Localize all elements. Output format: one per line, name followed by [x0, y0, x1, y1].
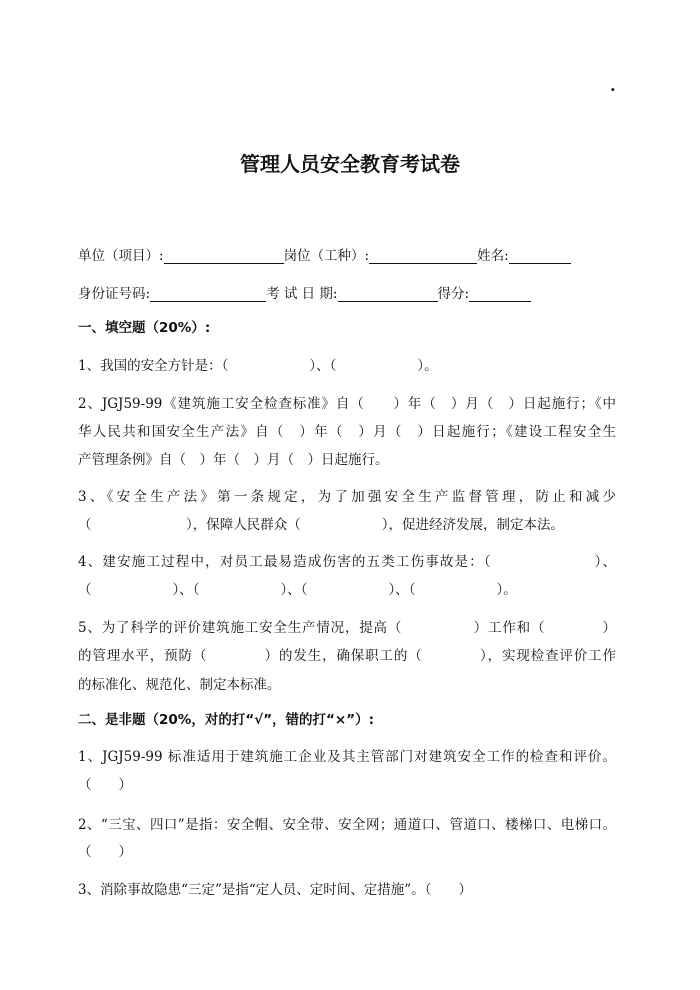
- tf-q3: 3、消除事故隐患“三定”是指“定人员、定时间、定措施”。（ ）: [78, 882, 472, 898]
- fill-q2-line1: 2、JGJ59-99《建筑施工安全检查标准》自（ ）年（ ）月（ ）日起施行；《中: [78, 396, 616, 412]
- unit-label: 单位（项目）:: [78, 248, 164, 264]
- section1-heading: 一、填空题（20%）:: [78, 320, 211, 336]
- section2-heading: 二、是非题（20%，对的打“√”，错的打“×”）:: [78, 712, 375, 728]
- tf-q2-answer[interactable]: （ ）: [78, 844, 132, 860]
- fill-q2-line2: 华人民共和国安全生产法》自（ ）年（ ）月（ ）日起施行；《建设工程安全生: [78, 424, 616, 440]
- fill-q3-line1: 3、《安全生产法》第一条规定，为了加强安全生产监督管理，防止和减少: [78, 489, 616, 505]
- score-label: 得分:: [437, 286, 470, 302]
- fill-q5-line1: 5、为了科学的评价建筑施工安全生产情况，提高（ ）工作和（ ）: [78, 620, 616, 636]
- date-field[interactable]: [338, 285, 438, 302]
- header-mark: ·: [610, 80, 616, 99]
- name-label: 姓名:: [477, 248, 509, 264]
- id-field[interactable]: [150, 285, 266, 302]
- fill-q5-line3: 的标准化、规范化、制定本标准。: [78, 677, 281, 693]
- score-field[interactable]: [469, 285, 531, 302]
- fill-q4-line1: 4、建安施工过程中，对员工最易造成伤害的五类工伤事故是：（ ）、: [78, 554, 616, 570]
- fill-q2-line3: 产管理条例》自（ ）年（ ）月（ ）日起施行。: [78, 452, 389, 468]
- tf-q2-line1: 2、“三宝、四口”是指：安全帽、安全带、安全网；通道口、管道口、楼梯口、电梯口。: [78, 817, 616, 833]
- tf-q1-line1: 1、JGJ59-99 标准适用于建筑施工企业及其主管部门对建筑安全工作的检查和评价。: [78, 749, 616, 765]
- fill-q5-line2: 的管理水平，预防（ ）的发生，确保职工的（ ），实现检查评价工作: [78, 648, 616, 664]
- post-label: 岗位（工种）:: [283, 248, 370, 264]
- unit-field[interactable]: [164, 247, 284, 264]
- id-label: 身份证号码:: [78, 286, 151, 302]
- fill-q1: 1、我国的安全方针是：（ ）、（ ）。: [78, 358, 438, 374]
- name-field[interactable]: [509, 247, 571, 264]
- form-row-1: [78, 244, 571, 264]
- date-label: 考 试 日 期:: [266, 286, 338, 302]
- post-field[interactable]: [369, 247, 477, 264]
- form-row-2: [78, 282, 531, 302]
- fill-q3-line2: （ ），保障人民群众（ ），促进经济发展，制定本法。: [78, 517, 564, 533]
- page-title: 管理人员安全教育考试卷: [240, 152, 460, 176]
- fill-q4-line2: （ ）、（ ）、（ ）、（ ）。: [78, 582, 517, 598]
- tf-q1-answer[interactable]: （ ）: [78, 777, 132, 793]
